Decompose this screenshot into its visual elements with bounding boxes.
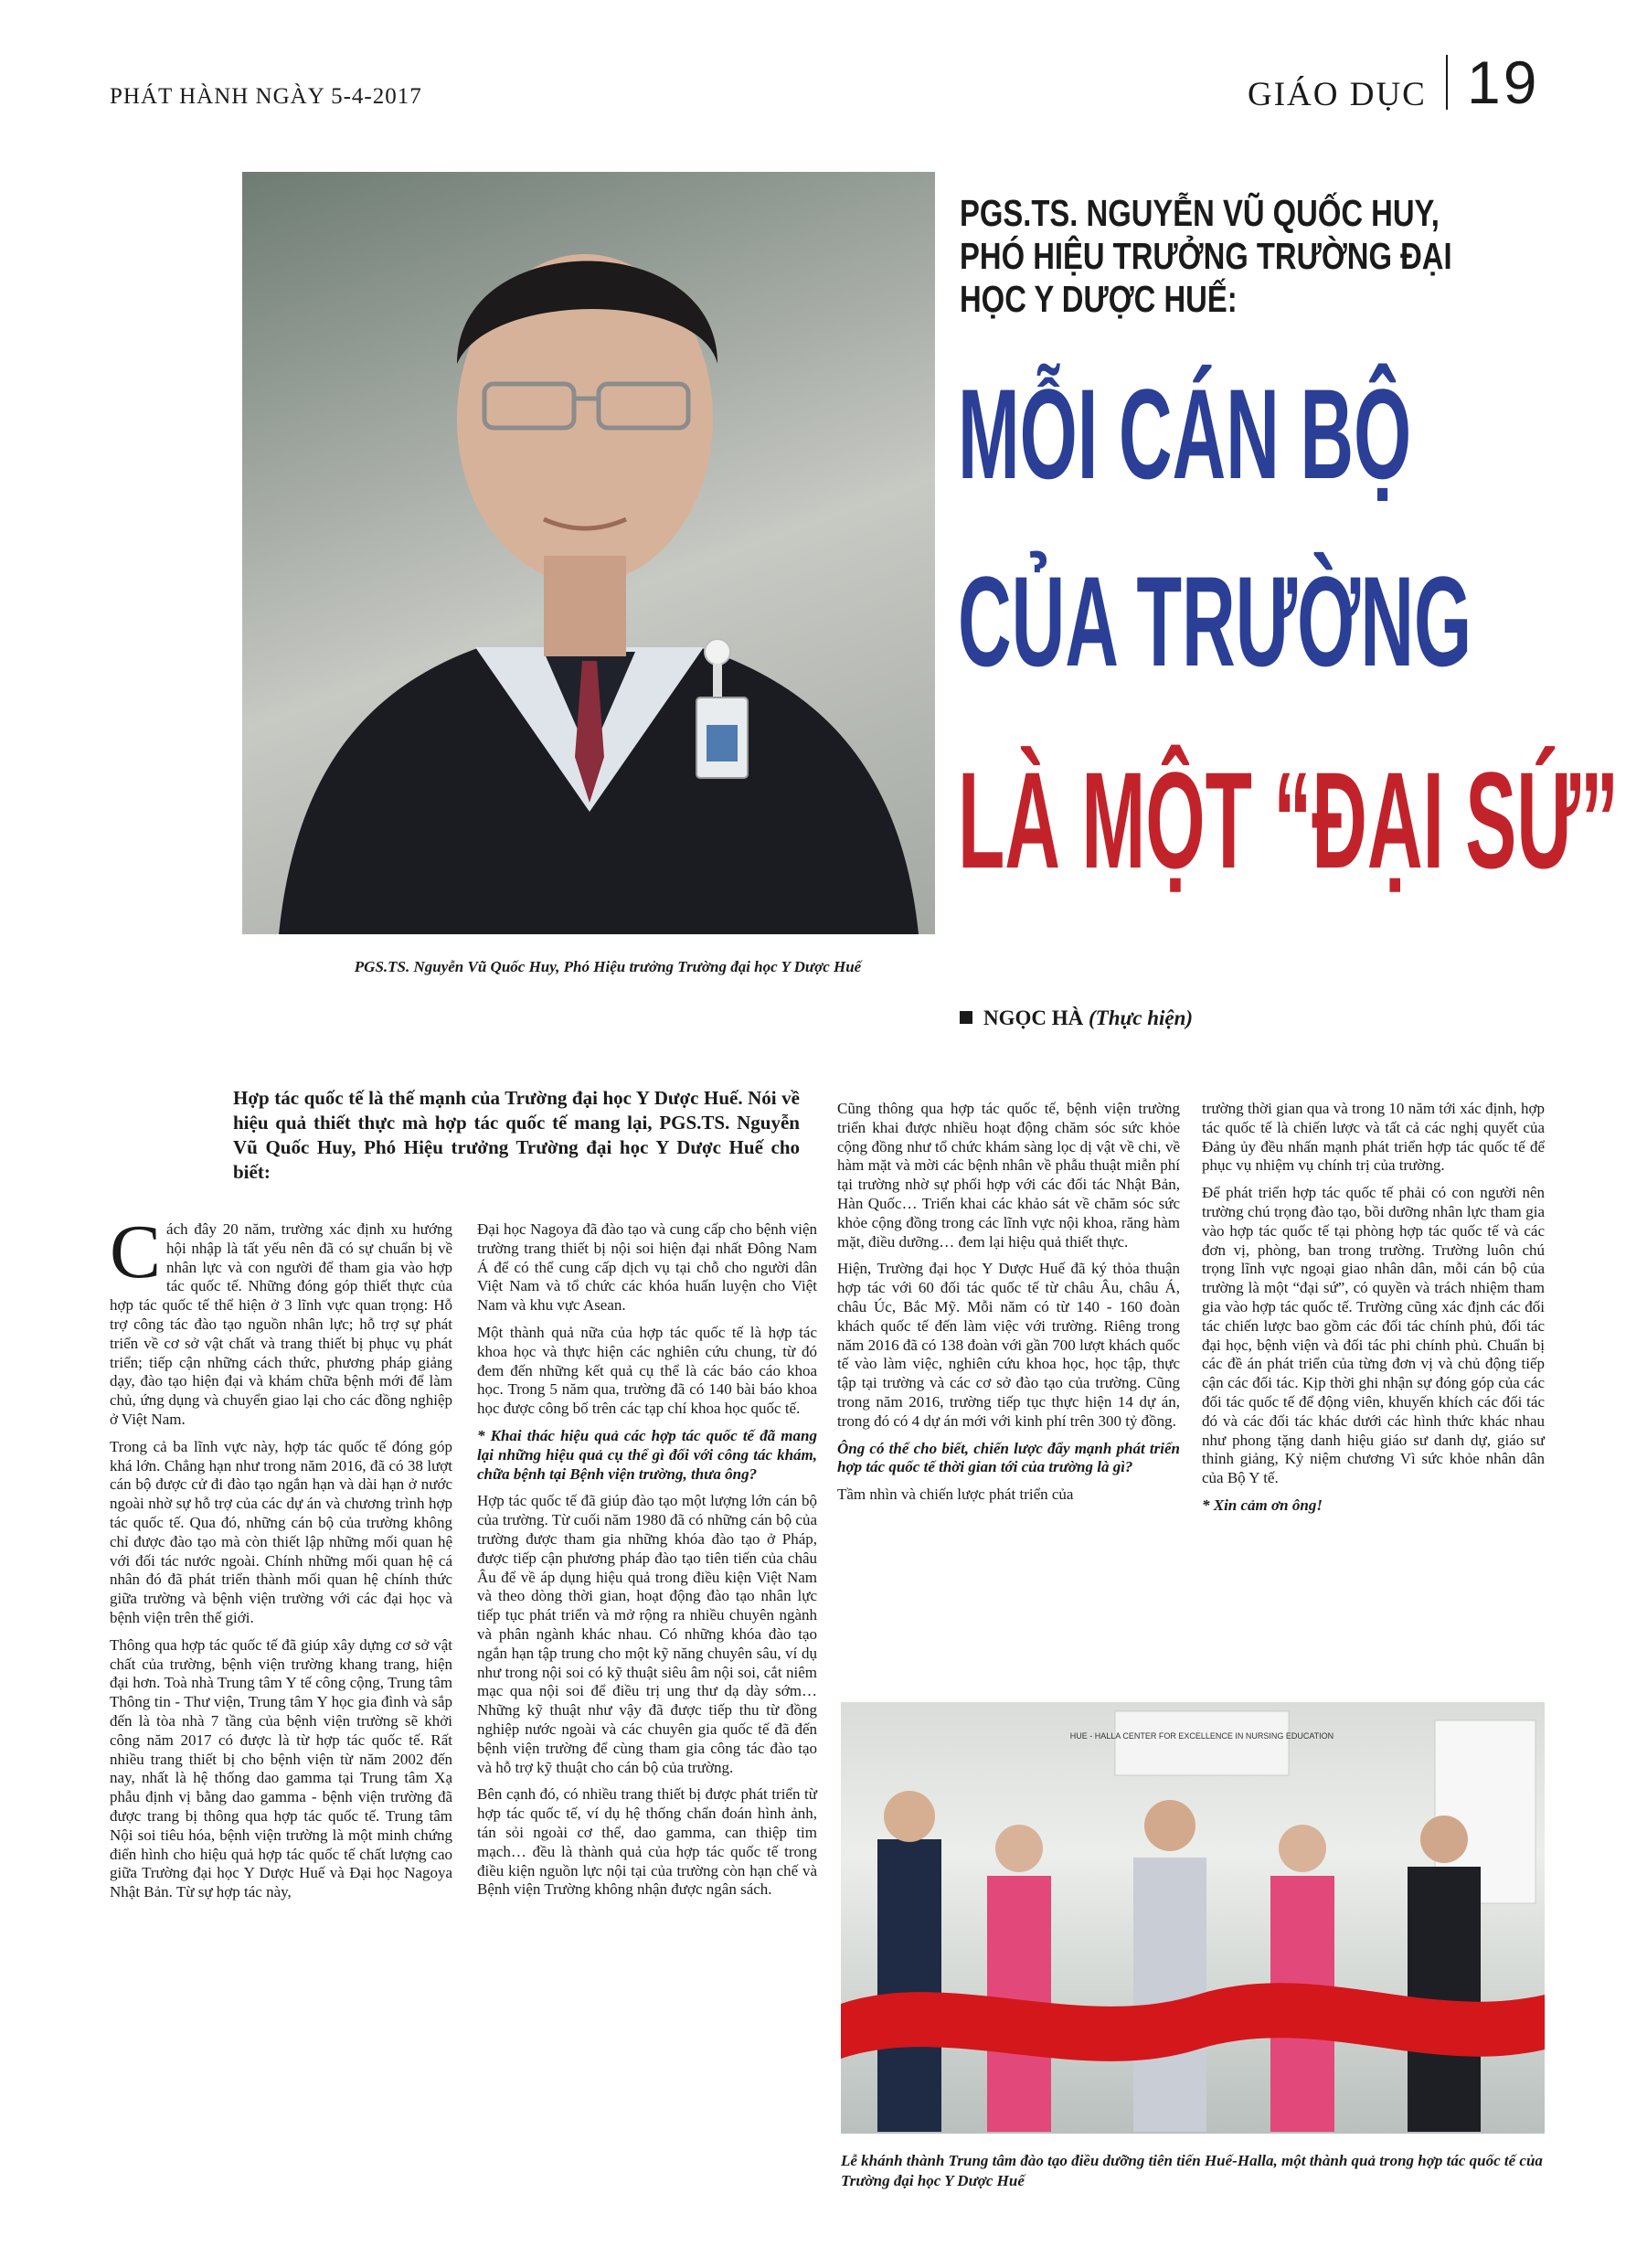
article-column-4: [1202, 1100, 1545, 1524]
body-paragraph: Cũng thông qua hợp tác quốc tế, bệnh viện trường triển khai được nhiều hoạt động chăm sóc sức khỏe cộng đồng như tổ chức khám sàng lọc dị vật về chi, về hàm mặt và mời các bệnh nhân về phẫu thuật miễn phí tại trường nhờ sự phối hợp với các đối tác Nhật Bản, Hàn Quốc… Triển khai các khảo sát về chăm sóc sức khỏe cộng đồng trong các lĩnh vực nội khoa, răng hàm mặt, điều dưỡng… đem lại hiệu quả thiết thực.: [837, 1100, 1180, 1251]
ribbon-photo-caption: Lễ khánh thành Trung tâm đào tạo điều dưỡng tiên tiến Huế-Halla, một thành quả trong hợp tác quốc tế của Trường đại học Y Dược Huế: [841, 2152, 1543, 2189]
body-paragraph: Bên cạnh đó, có nhiều trang thiết bị được phát triển từ hợp tác quốc tế, ví dụ hệ thống chẩn đoán hình ảnh, tán sỏi ngoài cơ thể, dao gamma, can thiệp tim mạch… đều là thành quả của hợp tác quốc tế trong điều kiện nguồn lực nội tại của trường còn hạn chế và Bệnh viện Trường không nhận được ngân sách.: [477, 1785, 817, 1899]
center-sign-text: HUE - HALLA CENTER FOR EXCELLENCE IN NURSING EDUCATION: [1069, 1731, 1334, 1741]
article-column-2: [477, 1220, 817, 1908]
byline: [960, 1006, 1193, 1030]
page-number: 19: [1467, 48, 1540, 116]
headline-line-2: CỦA TRƯỜNG: [958, 549, 1472, 693]
byline-square-icon: [960, 1011, 972, 1024]
body-paragraph: Hiện, Trường đại học Y Dược Huế đã ký thỏa thuận hợp tác với 60 đối tác quốc tế từ châu Âu, châu Á, châu Úc, Bắc Mỹ. Mỗi năm có từ 140 - 160 đoàn khách quốc tế đến làm việc với trường. Riêng trong năm 2016 đã có 138 đoàn với gần 700 lượt khách quốc tế vào làm việc, nghiên cứu khoa học, học tập, thực tập tại trường và các cơ sở đào tạo của trường. Cũng trong năm 2016, trường tiếp tục thực hiện 14 dự án, trong đó có 4 dự án mới với kinh phí trên 300 tỷ đồng.: [837, 1260, 1180, 1430]
headline-kicker: PGS.TS. NGUYỄN VŨ QUỐC HUY, PHÓ HIỆU TRƯỞNG TRƯỜNG ĐẠI HỌC Y DƯỢC HUẾ:: [960, 192, 1452, 320]
body-paragraph: Thông qua hợp tác quốc tế đã giúp xây dựng cơ sở vật chất của trường, bệnh viện trường khang trang, hiện đại hơn. Toà nhà Trung tâm Y tế công cộng, Trung tâm Thông tin - Thư viện, Trung tâm Y học gia đình và sắp đến là tòa nhà 7 tầng của bệnh viện trường sẽ khởi công năm 2017 có được là từ hợp tác quốc tế. Rất nhiều trang thiết bị cho bệnh viện từ năm 2002 đến nay, nhất là hệ thống dao gamma tại Trung tâm Xạ phẫu định vị bằng dao gamma - bệnh viện trường đã được trang bị thông qua hợp tác quốc tế. Trung tâm Nội soi tiêu hóa, bệnh viện trường là một minh chứng điển hình cho hiệu quả hợp tác quốc tế chất lượng cao giữa Trường đại học Y Dược Huế và Đại học Nagoya Nhật Bản. Từ sự hợp tác này,: [110, 1635, 452, 1901]
body-paragraph: trường thời gian qua và trong 10 năm tới xác định, hợp tác quốc tế là chiến lược và tất cả các nghị quyết của Đảng ủy đều nhấn mạnh phát triển hợp tác quốc tế để phục vụ nhiệm vụ chính trị của trường.: [1202, 1100, 1545, 1175]
ribbon-cutting-photo: [841, 1702, 1545, 2134]
body-paragraph: Đại học Nagoya đã đào tạo và cung cấp cho bệnh viện trường trang thiết bị nội soi hiện đại nhất Đông Nam Á để có thể cung cấp dịch vụ tại chỗ cho người dân Việt Nam và tổ chức các khóa huấn luyện cho Việt Nam và khu vực Asean.: [477, 1220, 817, 1315]
article-column-3: [837, 1100, 1180, 1513]
portrait-caption: PGS.TS. Nguyễn Vũ Quốc Huy, Phó Hiệu trưởng Trường đại học Y Dược Huế: [354, 958, 862, 975]
header-divider: [1446, 55, 1448, 110]
closing-line: * Xin cảm ơn ông!: [1202, 1496, 1323, 1514]
drop-cap: C: [110, 1209, 162, 1294]
body-paragraph: Cách đây 20 năm, trường xác định xu hướng hội nhập là tất yếu nên đã có sự chuẩn bị về nhân lực và con người để tham gia vào hợp tác quốc tế. Những đóng góp thiết thực của hợp tác quốc tế thể hiện ở 3 lĩnh vực quan trọng: Hỗ trợ công tác đào tạo nguồn nhân lực; hỗ trợ sự phát triển về cơ sở vật chất và trang thiết bị phục vụ phát triển; tiếp cận những cách thức, phương pháp giảng dạy, đào tạo hiện đại và khám chữa bệnh mới để làm chủ, ứng dụng và chuyển giao lại cho các đồng nghiệp ở Việt Nam.: [110, 1209, 452, 1428]
body-paragraph: Hợp tác quốc tế đã giúp đào tạo một lượng lớn cán bộ của trường. Từ cuối năm 1980 đã có những cán bộ của trường được tham gia những khóa đào tạo ở Pháp, được tiếp cận phương pháp đào tạo tiên tiến của châu Âu để về áp dụng hiệu quả trong điều kiện Việt Nam và theo dòng thời gian, hoạt động đào tạo nhân lực tiếp tục phát triển và mở rộng ra nhiều chuyên ngành và phân ngành khác nhau. Có những khóa đào tạo ngắn hạn tập trung cho một kỹ năng chuyên sâu, ví dụ như trong nội soi có kỹ thuật siêu âm nội soi, cắt niêm mạc qua nội soi để điều trị ung thư dạ dày sớm… Những kỹ thuật như vậy đã được tiếp thu từ đồng nghiệp nước ngoài và các chuyên gia quốc tế đã đến bệnh viện trường để cùng tham gia công tác đào tạo và hỗ trợ kỹ thuật cho cán bộ của trường.: [477, 1492, 817, 1776]
issue-date: PHÁT HÀNH NGÀY 5-4-2017: [110, 84, 422, 109]
headline-line-3: LÀ MỘT “ĐẠI SỨ”: [958, 743, 1619, 897]
byline-name: NGỌC HÀ: [983, 1006, 1084, 1029]
headline-line-1: MỖI CÁN BỘ: [958, 362, 1412, 506]
ribbon-cutting-illustration: [841, 1702, 1545, 2134]
body-paragraph: Để phát triển hợp tác quốc tế phải có con người nên trường chú trọng đào tạo, bồi dưỡng nhân lực tham gia vào hợp tác quốc tế tại phòng hợp tác quốc tế và các đơn vị, phòng, ban trong trường. Trường luôn chú trọng lĩnh vực ngoại giao nhân dân, mỗi cán bộ của trường là một “đại sứ”, có quyền và trách nhiệm tham gia vào hợp tác quốc tế. Trường cũng xác định các đối tác chiến lược bao gồm các đối tác chính phủ, đối tác đại học, bệnh viện và đối tác phi chính phủ. Chuẩn bị các đề án phát triển của từng đơn vị và chủ động tiếp cận các đối tác. Kịp thời ghi nhận sự đóng góp của các đối tác quốc tế để động viên, khuyến khích các đối tác đó và các đối tác khác dưới các hình thức khác nhau như phong tặng danh hiệu giáo sư danh dự, giáo sư thỉnh giảng, Kỷ niệm chương Vì sức khỏe nhân dân của Bộ Y tế.: [1202, 1184, 1545, 1487]
interview-question: Ông có thể cho biết, chiến lược đẩy mạnh phát triển hợp tác quốc tế thời gian tới của trường là gì?: [837, 1439, 1180, 1476]
section-name: GIÁO DỤC: [1248, 76, 1427, 113]
article-column-1: [110, 1209, 452, 1911]
byline-role: (Thực hiện): [1089, 1006, 1194, 1029]
portrait-illustration: [242, 172, 935, 934]
body-paragraph: Trong cả ba lĩnh vực này, hợp tác quốc tế đóng góp khá lớn. Chẳng hạn như trong năm 2016, đã có 38 lượt cán bộ được cử đi đào tạo ngắn hạn và dài hạn ở nước ngoài nhờ sự hỗ trợ của các dự án và chương trình hợp tác quốc tế. Qua đó, những cán bộ của trường không chỉ được đào tạo mà còn thiết lập những mối quan hệ với đối tác nước ngoài. Chính những mối quan hệ cá nhân đó đã phát triển thành mối quan hệ chính thức giữa trường và bệnh viện trường với các đại học và bệnh viện trên thế giới.: [110, 1437, 452, 1626]
body-paragraph: Tầm nhìn và chiến lược phát triển của: [837, 1485, 1074, 1504]
portrait-photo: [242, 172, 935, 934]
body-paragraph: Một thành quả nữa của hợp tác quốc tế là hợp tác khoa học và thực hiện các nghiên cứu chung, từ đó đem đến những kết quả cụ thể là các báo cáo khoa học. Trong 5 năm qua, trường đã có 140 bài báo khoa học được công bố trên các tạp chí khoa học quốc tế.: [477, 1323, 817, 1418]
interview-question: * Khai thác hiệu quả các hợp tác quốc tế đã mang lại những hiệu quả cụ thể gì đối với công tác khám, chữa bệnh tại Bệnh viện trường, thưa ông?: [477, 1426, 817, 1483]
article-lede: Hợp tác quốc tế là thế mạnh của Trường đại học Y Dược Huế. Nói về hiệu quả thiết thực mà hợp tác quốc tế mang lại, PGS.TS. Nguyễn Vũ Quốc Huy, Phó Hiệu trưởng Trường đại học Y Dược Huế cho biết:: [233, 1087, 800, 1183]
